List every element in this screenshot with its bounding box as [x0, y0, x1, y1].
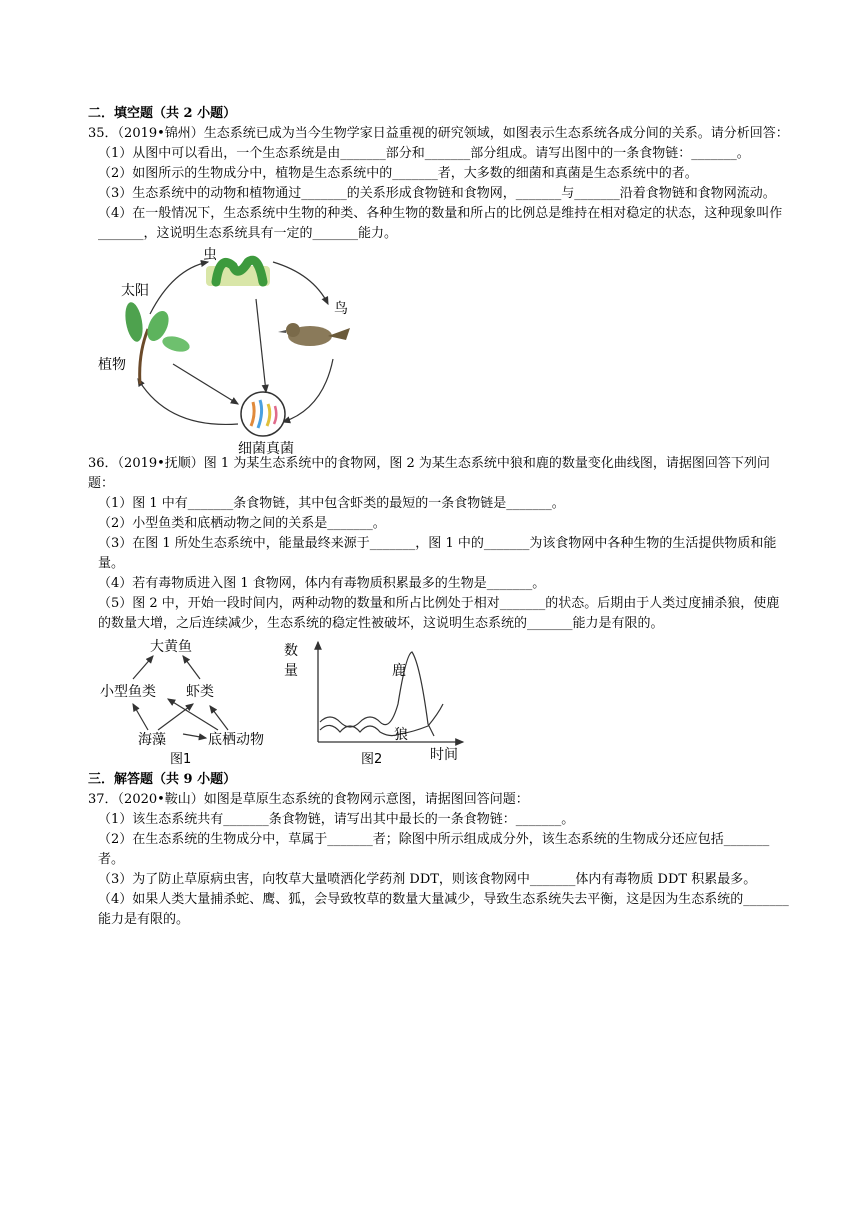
arrow-plant-to-insect [150, 262, 208, 314]
chart-deer-label: 鹿 [392, 663, 406, 679]
arrow-decomposer-to-plant [138, 379, 238, 424]
caterpillar-icon [206, 260, 270, 286]
food-web-node-shrimp: 虾类 [186, 684, 214, 700]
question-37-part-2: （2）在生态系统的生物成分中，草属于_______者；除图中所示组成成分外，该生态系统的生物成分还应包括_______者。 [98, 832, 770, 867]
label-sun: 太阳 [121, 283, 149, 299]
ecosystem-diagram-svg [88, 244, 388, 454]
question-35-part-4: （4）在一般情况下，生态系统中生物的种类、各种生物的数量和所占的比例总是维持在相对稳定的状态，这种现象叫作_______，这说明生态系统具有一定的_______能力。 [98, 206, 783, 241]
question-35-part-2: （2）如图所示的生物成分中，植物是生态系统中的_______者，大多数的细菌和真菌是生态系统中的者。 [98, 166, 698, 181]
question-36-part-5: （5）图 2 中，开始一段时间内，两种动物的数量和所占比例处于相对_______的状态。后期由于人类过度捕杀狼，使鹿的数量大增，之后连续减少，生态系统的稳定性被破坏，这说明生态系统的_______能力是有限的。 [98, 596, 780, 631]
food-web-node-algae: 海藻 [138, 732, 166, 748]
deer-curve [320, 652, 434, 736]
question-35-part-1: （1）从图中可以看出，一个生态系统是由_______部分和_______部分组成。请写出图中的一条食物链：_______。 [98, 146, 750, 161]
question-37-stem: 37．（2020•鞍山）如图是草原生态系统的食物网示意图，请据图回答问题： [88, 792, 529, 807]
question-35-stem: 35．（2019•锦州）生态系统已成为当今生物学家日益重视的研究领域，如图表示生态系统各成分间的关系。请分析回答： [88, 126, 789, 141]
arrow-algae-to-smallfish [133, 704, 148, 730]
plant-icon [123, 301, 192, 384]
label-plant: 植物 [98, 357, 126, 373]
arrow-algae-to-benthos [183, 734, 206, 738]
question-36-part-3: （3）在图 1 所处生态系统中，能量最终来源于_______，图 1 中的_______为该食物网中各种生物的生活提供物质和能量。 [98, 536, 777, 571]
arrow-smallfish-to-yellowcroaker [133, 656, 153, 679]
figure-1-caption: 图1 [170, 752, 192, 767]
figure-2-caption: 图2 [361, 752, 383, 767]
arrow-plant-to-decomposer [173, 364, 238, 404]
arrow-insect-to-bird [273, 262, 328, 304]
section-heading-answer: 三．解答题（共 9 小题） [88, 772, 237, 787]
label-insect: 虫 [203, 247, 217, 263]
arrow-benthos-to-smallfish [168, 699, 218, 730]
question-36-part-2: （2）小型鱼类和底栖动物之间的关系是_______。 [98, 516, 386, 531]
question-36-stem: 36．（2019•抚顺）图 1 为某生态系统中的食物网，图 2 为某生态系统中狼和鹿的数量变化曲线图，请据图回答下列问题： [88, 456, 770, 491]
question-37-part-1: （1）该生态系统共有_______条食物链，请写出其中最长的一条食物链：_______。 [98, 812, 575, 827]
food-web-node-small-fish: 小型鱼类 [100, 684, 156, 700]
bacteria-fungi-icon [241, 392, 285, 436]
question-37-part-3: （3）为了防止草原病虫害，向牧草大量喷洒化学药剂 DDT，则该食物网中_______体内有毒物质 DDT 积累最多。 [98, 872, 757, 887]
chart-y-label-top: 数 [284, 643, 298, 659]
chart-wolf-label: 狼 [394, 727, 408, 743]
worksheet-page [88, 100, 790, 930]
label-bird: 鸟 [334, 301, 348, 317]
arrow-bird-to-decomposer [283, 359, 333, 422]
ecosystem-diagram [88, 244, 790, 457]
chart-y-label-bottom: 量 [284, 663, 298, 679]
q36-figures [88, 634, 790, 766]
question-37-part-4: （4）如果人类大量捕杀蛇、鹰、狐，会导致牧草的数量大量减少，导致生态系统失去平衡，这是因为生态系统的_______能力是有限的。 [98, 892, 789, 927]
food-web-node-yellow-croaker: 大黄鱼 [150, 639, 192, 655]
food-web-node-benthos: 底栖动物 [208, 732, 264, 748]
chart-x-label: 时间 [430, 747, 458, 763]
arrow-insect-to-decomposer [256, 299, 266, 392]
question-35-part-3: （3）生态系统中的动物和植物通过_______的关系形成食物链和食物网，_______与_______沿着食物链和食物网流动。 [98, 186, 776, 201]
label-decomposer: 细菌真菌 [238, 441, 294, 457]
bird-icon [278, 323, 350, 346]
section-heading-fill-in: 二．填空题（共 2 小题） [88, 106, 237, 121]
arrow-algae-to-shrimp [158, 704, 193, 730]
arrow-shrimp-to-yellowcroaker [183, 656, 200, 679]
question-36-part-4: （4）若有毒物质进入图 1 食物网，体内有毒物质积累最多的生物是_______。 [98, 576, 546, 591]
question-36-part-1: （1）图 1 中有_______条食物链，其中包含虾类的最短的一条食物链是_______。 [98, 496, 565, 511]
